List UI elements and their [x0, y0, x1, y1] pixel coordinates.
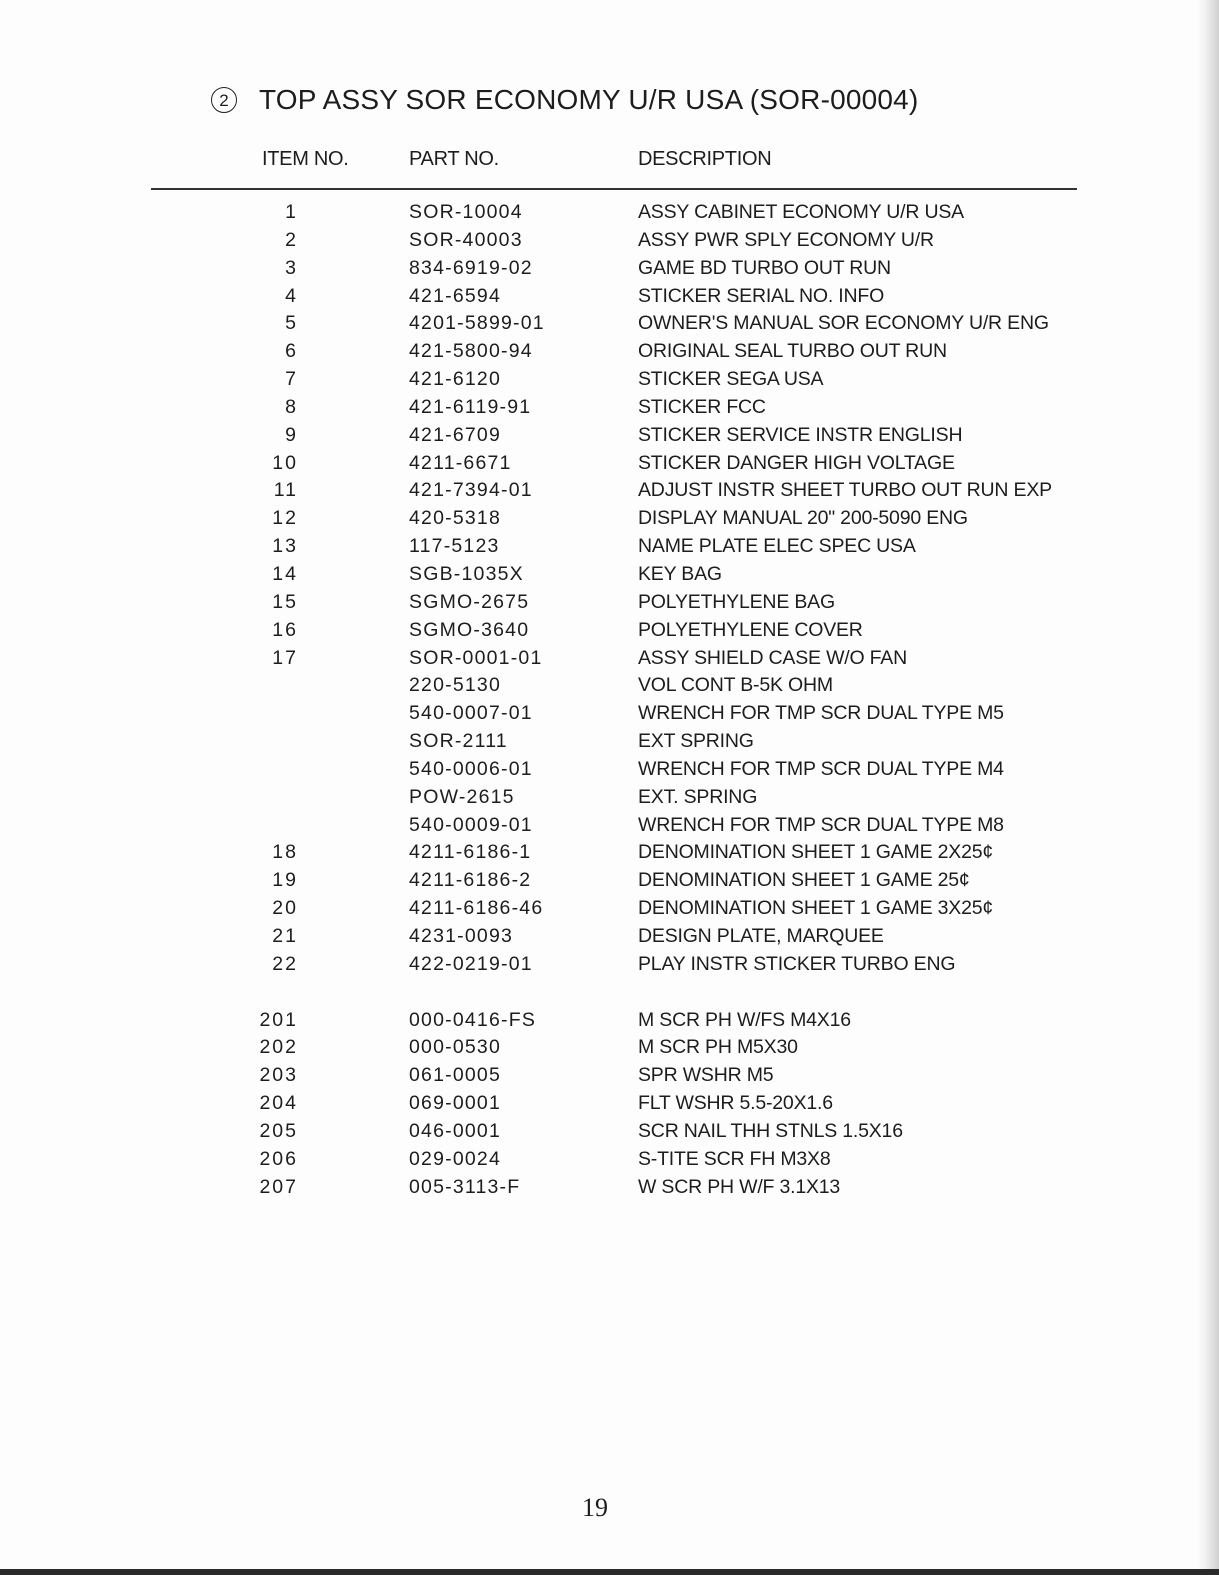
table-row	[0, 340, 1219, 368]
description-cell: EXT SPRING	[638, 730, 754, 753]
table-row	[0, 1148, 1219, 1176]
part-number-cell: 420-5318	[409, 507, 502, 530]
item-number-cell: 206	[259, 1147, 298, 1170]
table-row	[0, 702, 1219, 730]
part-number-cell: 069-0001	[409, 1092, 502, 1115]
item-number-cell: 18	[272, 841, 298, 864]
item-number-cell: 13	[272, 535, 298, 558]
table-row	[0, 897, 1219, 925]
part-number-cell: 005-3113-F	[409, 1175, 521, 1198]
item-number-cell: 14	[272, 562, 298, 585]
table-row	[0, 730, 1219, 758]
description-cell: STICKER DANGER HIGH VOLTAGE	[638, 451, 955, 474]
item-number-cell: 21	[272, 924, 298, 947]
description-cell: DESIGN PLATE, MARQUEE	[638, 924, 884, 947]
description-cell: WRENCH FOR TMP SCR DUAL TYPE M5	[638, 702, 1004, 725]
item-number-cell: 17	[272, 646, 298, 669]
header-divider	[151, 188, 1077, 190]
header-part-no: PART NO.	[409, 148, 499, 170]
header-description: DESCRIPTION	[638, 148, 772, 170]
part-number-cell: SOR-2111	[409, 730, 508, 753]
item-number-cell: 9	[285, 423, 298, 446]
table-row	[0, 507, 1219, 535]
part-number-cell: 4211-6186-2	[409, 869, 532, 892]
part-number-cell: 421-6119-91	[409, 395, 532, 418]
page-number: 19	[582, 1493, 608, 1522]
item-number-cell: 203	[259, 1064, 298, 1087]
part-number-cell: 061-0005	[409, 1064, 502, 1087]
table-row	[0, 953, 1219, 981]
part-number-cell: 421-7394-01	[409, 479, 533, 502]
description-cell: WRENCH FOR TMP SCR DUAL TYPE M4	[638, 757, 1004, 780]
part-number-cell: 000-0530	[409, 1036, 502, 1059]
item-number-cell: 5	[285, 312, 298, 335]
item-number-cell: 1	[285, 201, 298, 223]
section-title-text: TOP ASSY SOR ECONOMY U/R USA (SOR-00004)	[259, 84, 919, 115]
part-number-cell: SGMO-3640	[409, 618, 530, 641]
description-cell: POLYETHYLENE BAG	[638, 590, 835, 613]
description-cell: DENOMINATION SHEET 1 GAME 3X25¢	[638, 897, 994, 920]
table-row	[0, 1064, 1219, 1092]
part-number-cell: SOR-0001-01	[409, 646, 543, 669]
description-cell: S-TITE SCR FH M3X8	[638, 1147, 831, 1170]
item-number-cell: 4	[285, 284, 298, 307]
description-cell: STICKER SEGA USA	[638, 368, 824, 391]
part-number-cell: 117-5123	[409, 535, 500, 558]
part-number-cell: 4231-0093	[409, 924, 514, 947]
part-number-cell: 421-6120	[409, 368, 502, 391]
description-cell: KEY BAG	[638, 562, 722, 585]
table-row	[0, 368, 1219, 396]
description-cell: ASSY SHIELD CASE W/O FAN	[638, 646, 907, 669]
table-row	[0, 647, 1219, 675]
part-number-cell: 046-0001	[409, 1120, 502, 1142]
part-number-cell: 540-0007-01	[409, 702, 533, 725]
table-row	[0, 674, 1219, 702]
item-number-cell: 11	[273, 479, 298, 502]
table-row	[0, 1009, 1219, 1037]
table-row	[0, 925, 1219, 953]
description-cell: W SCR PH W/F 3.1X13	[638, 1175, 841, 1198]
table-row	[0, 257, 1219, 285]
part-number-cell: 421-6594	[409, 284, 502, 307]
description-cell: ASSY PWR SPLY ECONOMY U/R	[638, 228, 934, 251]
item-number-cell: 10	[272, 451, 298, 474]
part-number-cell: 421-5800-94	[409, 340, 533, 363]
description-cell: DISPLAY MANUAL 20" 200-5090 ENG	[638, 507, 968, 530]
item-number-cell: 2	[285, 228, 298, 251]
description-cell: NAME PLATE ELEC SPEC USA	[638, 535, 916, 558]
header-item-no: ITEM NO.	[262, 148, 349, 170]
table-row	[0, 285, 1219, 313]
description-cell: FLT WSHR 5.5-20X1.6	[638, 1092, 833, 1115]
table-row	[0, 1092, 1219, 1120]
table-row	[0, 1176, 1219, 1204]
table-row	[0, 452, 1219, 480]
description-cell: DENOMINATION SHEET 1 GAME 25¢	[638, 869, 970, 892]
item-number-cell: 8	[285, 395, 298, 418]
part-number-cell: 422-0219-01	[409, 952, 533, 975]
table-row	[0, 1036, 1219, 1064]
description-cell: EXT. SPRING	[638, 785, 758, 808]
item-number-cell: 202	[259, 1036, 298, 1059]
description-cell: POLYETHYLENE COVER	[638, 618, 863, 641]
part-number-cell: POW-2615	[409, 785, 515, 808]
item-number-cell: 205	[259, 1120, 298, 1142]
item-number-cell: 201	[259, 1008, 298, 1031]
description-cell: DENOMINATION SHEET 1 GAME 2X25¢	[638, 841, 994, 864]
table-row	[0, 424, 1219, 452]
part-number-cell: 540-0006-01	[409, 757, 533, 780]
table-row	[0, 758, 1219, 786]
table-row	[0, 479, 1219, 507]
description-cell: SPR WSHR M5	[638, 1064, 774, 1087]
item-number-cell: 16	[272, 618, 298, 641]
item-number-cell: 12	[272, 507, 298, 530]
scan-shadow-bottom	[0, 1569, 1219, 1575]
section-gap	[0, 981, 1219, 1009]
table-row	[0, 201, 1219, 229]
description-cell: M SCR PH M5X30	[638, 1036, 798, 1059]
table-row	[0, 814, 1219, 842]
part-number-cell: 4211-6186-1	[409, 841, 532, 864]
description-cell: M SCR PH W/FS M4X16	[638, 1008, 851, 1031]
parts-list	[0, 201, 1219, 1204]
part-number-cell: 540-0009-01	[409, 813, 533, 836]
part-number-cell: 834-6919-02	[409, 256, 533, 279]
description-cell: WRENCH FOR TMP SCR DUAL TYPE M8	[638, 813, 1004, 836]
item-number-cell: 3	[285, 256, 298, 279]
item-number-cell: 207	[259, 1175, 298, 1198]
part-number-cell: 220-5130	[409, 674, 502, 697]
item-number-cell: 20	[272, 897, 298, 920]
table-row	[0, 229, 1219, 257]
description-cell: STICKER SERIAL NO. INFO	[638, 284, 885, 307]
part-number-cell: 000-0416-FS	[409, 1008, 537, 1031]
table-row	[0, 563, 1219, 591]
description-cell: ASSY CABINET ECONOMY U/R USA	[638, 201, 964, 223]
description-cell: STICKER SERVICE INSTR ENGLISH	[638, 423, 963, 446]
item-number-cell: 15	[272, 590, 298, 613]
description-cell: VOL CONT B-5K OHM	[638, 674, 833, 697]
circled-number-badge: 2	[211, 87, 237, 113]
description-cell: STICKER FCC	[638, 395, 766, 418]
table-row	[0, 535, 1219, 563]
part-number-cell: 029-0024	[409, 1147, 502, 1170]
item-number-cell: 22	[272, 952, 298, 975]
item-number-cell: 6	[285, 340, 298, 363]
part-number-cell: SOR-40003	[409, 228, 523, 251]
table-row	[0, 869, 1219, 897]
part-number-cell: 4211-6186-46	[409, 897, 544, 920]
description-cell: ADJUST INSTR SHEET TURBO OUT RUN EXP	[638, 479, 1052, 502]
table-row	[0, 591, 1219, 619]
item-number-cell: 19	[272, 869, 298, 892]
part-number-cell: 421-6709	[409, 423, 502, 446]
part-number-cell: SOR-10004	[409, 201, 523, 223]
description-cell: SCR NAIL THH STNLS 1.5X16	[638, 1120, 903, 1142]
section-title	[211, 82, 918, 118]
description-cell: GAME BD TURBO OUT RUN	[638, 256, 891, 279]
item-number-cell: 7	[285, 368, 298, 391]
part-number-cell: 4201-5899-01	[409, 312, 545, 335]
table-row	[0, 841, 1219, 869]
part-number-cell: 4211-6671	[409, 451, 512, 474]
item-number-cell: 204	[259, 1092, 298, 1115]
table-row	[0, 1120, 1219, 1148]
description-cell: ORIGINAL SEAL TURBO OUT RUN	[638, 340, 947, 363]
part-number-cell: SGB-1035X	[409, 562, 524, 585]
table-row	[0, 619, 1219, 647]
description-cell: OWNER'S MANUAL SOR ECONOMY U/R ENG	[638, 312, 1049, 335]
table-row	[0, 312, 1219, 340]
table-row	[0, 786, 1219, 814]
description-cell: PLAY INSTR STICKER TURBO ENG	[638, 952, 956, 975]
table-row	[0, 396, 1219, 424]
part-number-cell: SGMO-2675	[409, 590, 530, 613]
